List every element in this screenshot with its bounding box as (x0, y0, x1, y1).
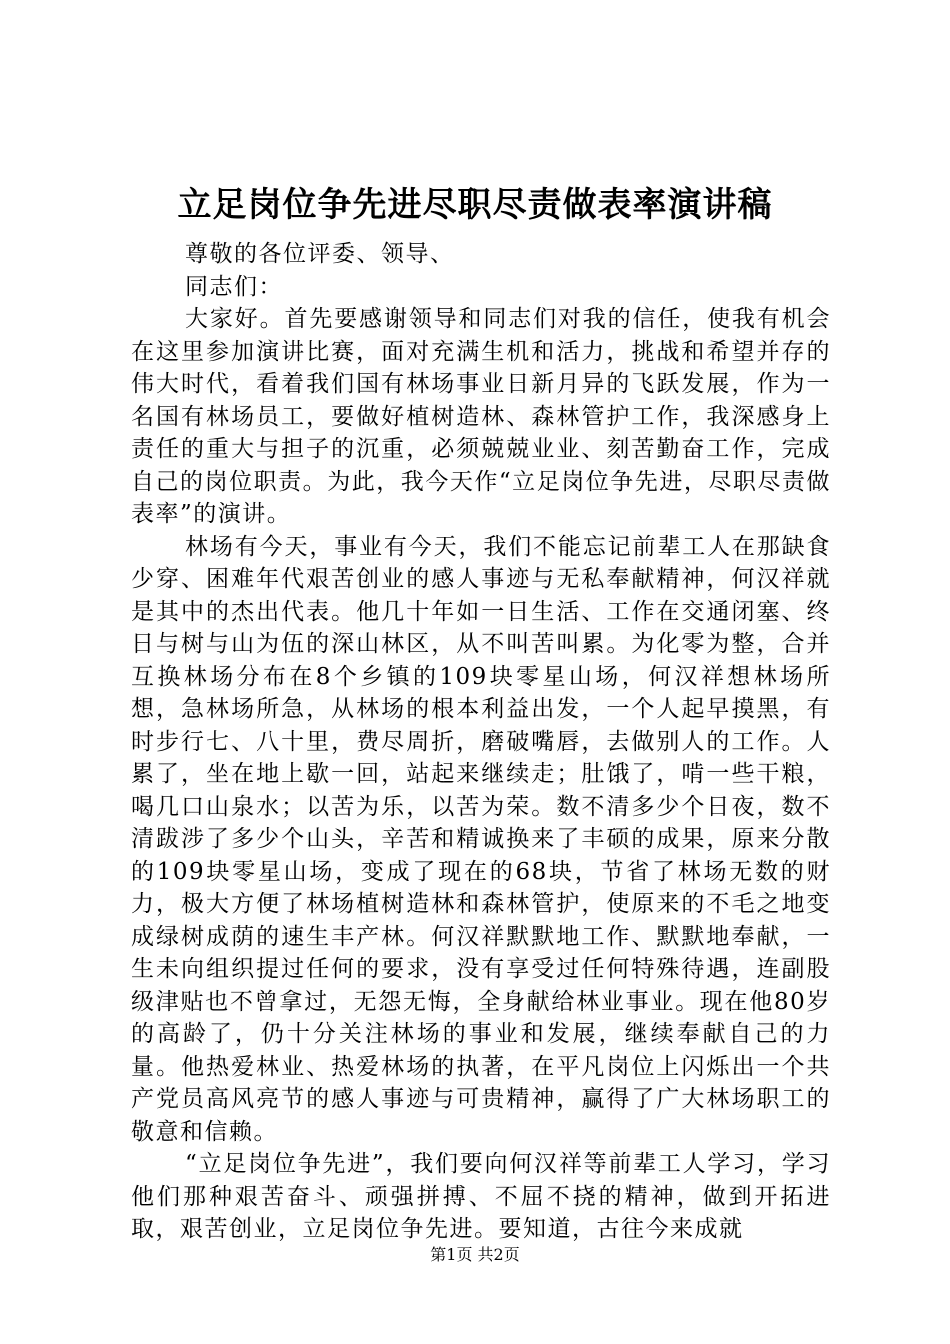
paragraph-2: 林场有今天，事业有今天，我们不能忘记前辈工人在那缺食少穿、困难年代艰苦创业的感人事迹与无私奉献精神，何汉祥就是其中的杰出代表。他几十年如一日生活、工作在交通闭塞、终日与树与山为伍的深山林区，从不叫苦叫累。为化零为整，合并互换林场分布在8个乡镇的109块零星山场，何汉祥想林场所想，急林场所急，从林场的根本利益出发，一个人起早摸黑，有时步行七、八十里，费尽周折，磨破嘴唇，去做别人的工作。人累了，坐在地上歇一回，站起来继续走；肚饿了，啃一些干粮，喝几口山泉水；以苦为乐，以苦为荣。数不清多少个日夜，数不清跋涉了多少个山头，辛苦和精诚换来了丰硕的成果，原来分散的109块零星山场，变成了现在的68块，节省了林场无数的财力，极大方便了林场植树造林和森林管护，使原来的不毛之地变成绿树成荫的速生丰产林。何汉祥默默地工作、默默地奉献，一生未向组织提过任何的要求，没有享受过任何特殊待遇，连副股级津贴也不曾拿过，无怨无悔，全身献给林业事业。现在他80岁的高龄了，仍十分关注林场的事业和发展，继续奉献自己的力量。他热爱林业、热爱林场的执著，在平凡岗位上闪烁出一个共产党员高风亮节的感人事迹与可贵精神，赢得了广大林场职工的敬意和信赖。 (131, 533, 831, 1145)
salutation-line-2: 同志们： (185, 273, 284, 300)
salutation-line-1: 尊敬的各位评委、领导、 (185, 241, 455, 267)
paragraph-3: “立足岗位争先进”，我们要向何汉祥等前辈工人学习，学习他们那种艰苦奋斗、顽强拼搏、不屈不挠的精神，做到开拓进取，艰苦创业，立足岗位争先进。要知道，古往今来成就 (131, 1151, 831, 1242)
document-title: 立足岗位争先进尽职尽责做表率演讲稿 (177, 185, 773, 225)
paragraph-1: 大家好。首先要感谢领导和同志们对我的信任，使我有机会在这里参加演讲比赛，面对充满生机和活力，挑战和希望并存的伟大时代，看着我们国有林场事业日新月异的飞跃发展，作为一名国有林场员工，要做好植树造林、森林管护工作，我深感身上责任的重大与担子的沉重，必须兢兢业业、刻苦勤奋工作，完成自己的岗位职责。为此，我今天作“立足岗位争先进，尽职尽责做表率”的演讲。 (131, 306, 831, 527)
page-footer: 第1页 共2页 (430, 1245, 520, 1264)
document-body (131, 238, 831, 1246)
